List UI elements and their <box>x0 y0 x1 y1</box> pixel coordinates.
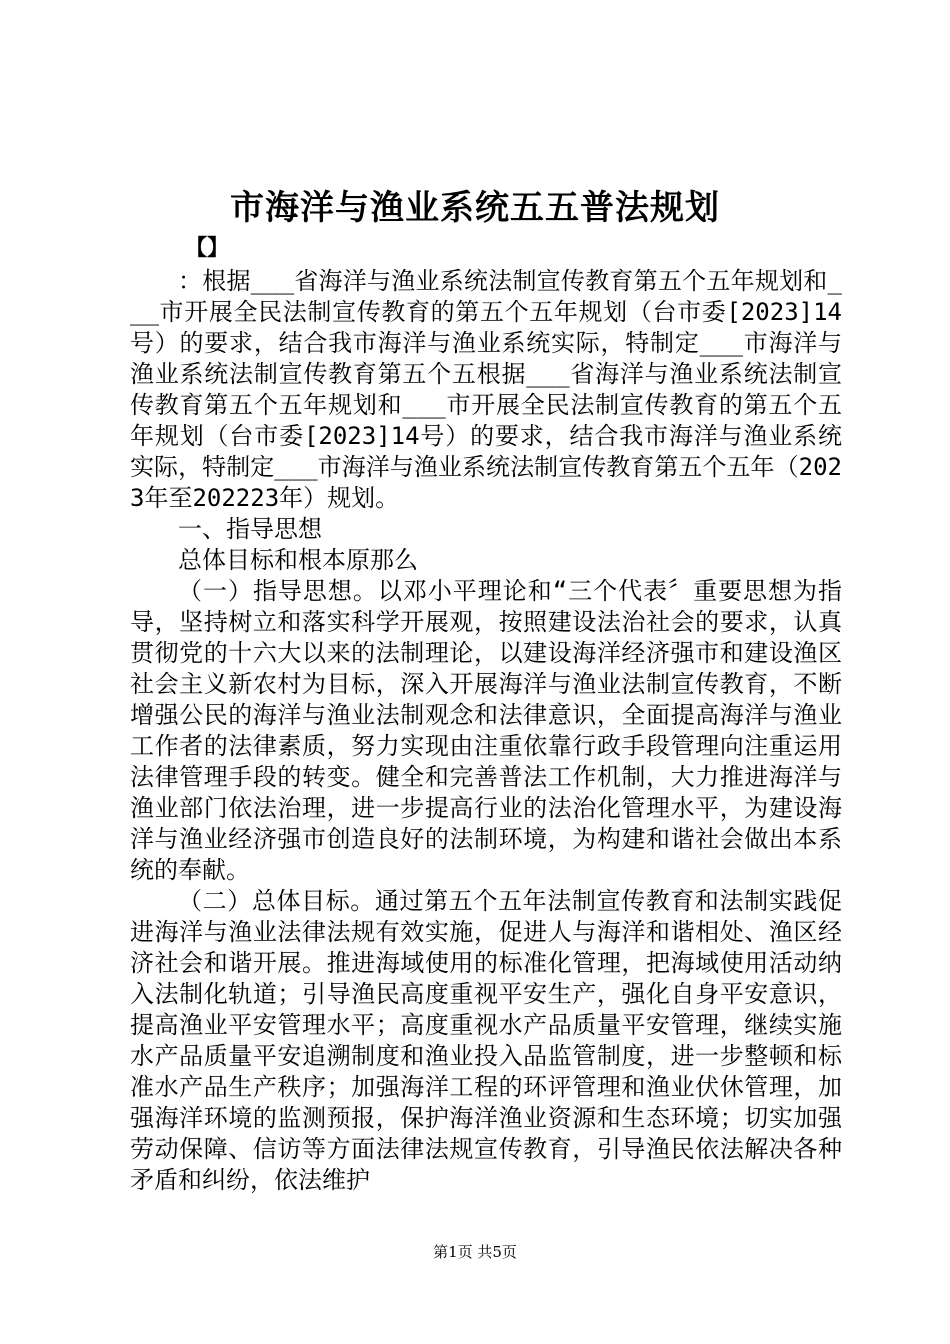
document-body <box>130 266 842 1196</box>
section-heading: 一、指导思想 <box>178 515 322 543</box>
document-title: 市海洋与渔业系统五五普法规划 <box>230 188 720 228</box>
subsection-heading: 总体目标和根本原那么 <box>178 546 418 574</box>
guiding-thought-paragraph: （一）指导思想。以邓小平理论和“三个代表〞重要思想为指导，坚持树立和落实科学开展观，按照建设法治社会的要求，认真贯彻党的十六大以来的法制理论，以建设海洋经济强市和建设渔区社会主义新农村为目标，深入开展海洋与渔业法制宣传教育，不断增强公民的海洋与渔业法制观念和法律意识，全面提高海洋与渔业工作者的法律素质，努力实现由注重依靠行政手段管理向注重运用法律管理手段的转变。健全和完善普法工作机制，大力推进海洋与渔业部门依法治理，进一步提高行业的法治化管理水平，为建设海洋与渔业经济强市创造良好的法制环境，为构建和谐社会做出本系统的奉献。 <box>130 577 842 884</box>
page-footer: 第1页 共5页 <box>433 1243 517 1261</box>
overall-goal-paragraph: （二）总体目标。通过第五个五年法制宣传教育和法制实践促进海洋与渔业法律法规有效实施，促进人与海洋和谐相处、渔区经济社会和谐开展。推进海域使用的标准化管理，把海域使用活动纳入法制化轨道；引导渔民高度重视平安生产，强化自身平安意识，提高渔业平安管理水平；高度重视水产品质量平安管理，继续实施水产品质量平安追溯制度和渔业投入品监管制度，进一步整顿和标准水产品生产秩序；加强海洋工程的环评管理和渔业伏休管理，加强海洋环境的监测预报，保护海洋渔业资源和生态环境；切实加强劳动保障、信访等方面法律法规宣传教育，引导渔民依法解决各种矛盾和纠纷，依法维护 <box>130 887 842 1194</box>
intro-paragraph: ：根据___省海洋与渔业系统法制宣传教育第五个五年规划和___市开展全民法制宣传教育的第五个五年规划（台市委[2023]14号）的要求，结合我市海洋与渔业系统实际，特制定___市海洋与渔业系统法制宣传教育第五个五根据___省海洋与渔业系统法制宣传教育第五个五年规划和___市开展全民法制宣传教育的第五个五年规划（台市委[2023]14号）的要求，结合我市海洋与渔业系统实际，特制定___市海洋与渔业系统法制宣传教育第五个五年（2023年至202223年）规划。 <box>130 267 842 512</box>
title-bracket: 【】 <box>185 236 230 261</box>
